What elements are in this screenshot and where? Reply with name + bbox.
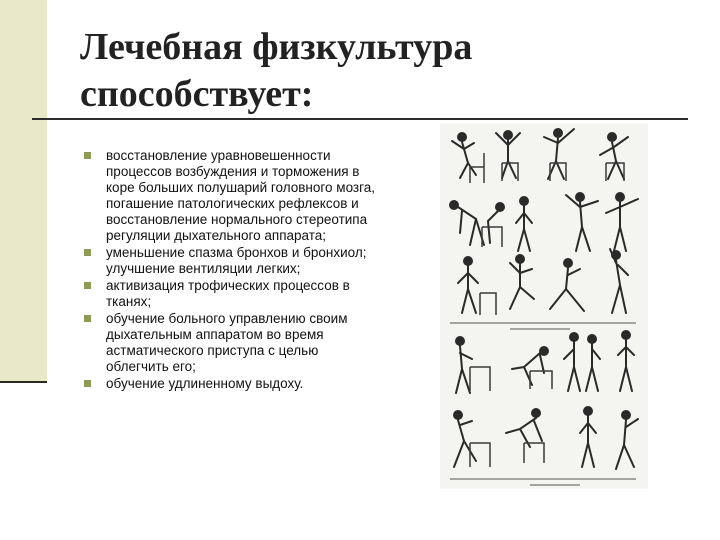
exercise-figure xyxy=(600,132,628,181)
left-accent-underline xyxy=(0,381,47,383)
title-line-1: Лечебная физкультура xyxy=(80,26,473,68)
title-divider xyxy=(32,118,688,120)
bullet-item xyxy=(84,245,384,277)
exercise-figure xyxy=(496,130,520,181)
bullet-item xyxy=(84,311,384,375)
exercise-figure xyxy=(482,202,505,247)
exercise-figure xyxy=(453,410,490,467)
exercise-figure xyxy=(516,196,532,251)
exercise-figure xyxy=(566,192,598,251)
exercise-figure xyxy=(616,410,638,469)
square-bullet-icon xyxy=(84,152,91,159)
exercise-figure xyxy=(510,254,534,309)
square-bullet-icon xyxy=(84,282,91,289)
bullet-item xyxy=(84,148,384,244)
slide-title xyxy=(80,24,680,118)
bullet-text: уменьшение спазма бронхов и бронхиол; улучшение вентиляции легких; xyxy=(106,245,367,276)
exercise-figure xyxy=(586,334,600,391)
exercise-figure xyxy=(544,128,574,181)
exercise-figure xyxy=(564,332,580,391)
exercise-figure xyxy=(458,256,496,315)
title-line-2: способствует: xyxy=(80,73,314,115)
left-accent-bar xyxy=(0,0,47,383)
exercise-figure xyxy=(610,249,628,313)
bullet-text: активизация трофических процессов в тканях; xyxy=(106,278,350,309)
exercise-figure xyxy=(452,132,484,183)
exercise-figure xyxy=(606,192,638,251)
exercise-figure xyxy=(618,330,634,391)
bullet-list xyxy=(84,148,384,392)
bullet-text: обучение больного управлению своим дыхательным аппаратом во время астматического приступа с целью облегчить его; xyxy=(106,311,348,374)
exercise-illustration xyxy=(440,123,648,489)
square-bullet-icon xyxy=(84,315,91,322)
bullet-item xyxy=(84,278,384,310)
bullet-text: обучение удлиненному выдоху. xyxy=(106,376,304,391)
square-bullet-icon xyxy=(84,380,91,387)
exercise-figure xyxy=(455,336,490,393)
bullet-text: восстановление уравновешенности процессов возбуждения и торможения в коре больших полушарий головного мозга, погашение патологических рефлексов и восстановление нормального стереотипа регуляции дыхательного аппарата; xyxy=(106,148,375,243)
square-bullet-icon xyxy=(84,249,91,256)
exercise-figure xyxy=(550,258,584,311)
exercise-figure xyxy=(512,346,552,389)
exercise-figure xyxy=(506,408,544,463)
exercise-figure xyxy=(580,406,596,467)
exercise-figure xyxy=(449,200,484,245)
bullet-item xyxy=(84,376,384,392)
